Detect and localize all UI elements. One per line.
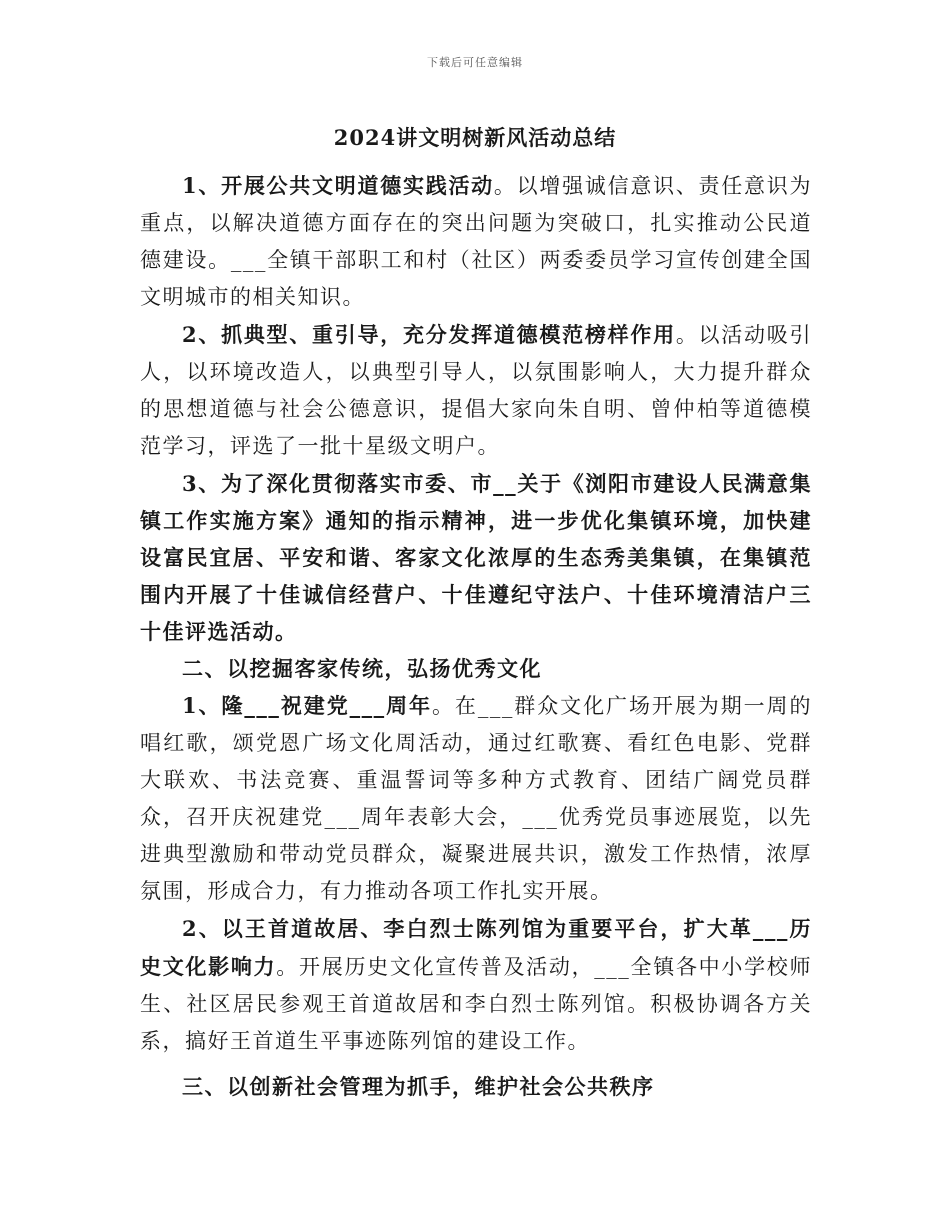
section-heading-2: 二、以挖掘客家传统，弘扬优秀文化 <box>182 656 542 681</box>
paragraph-1-body: 。以增强诚信意识、责任意识为重点，以解决道德方面存在的突出问题为突破口，扎实推动公民道德建设。___全镇干部职工和村（社区）两委委员学习宣传创建全国文明城市的相关知识。 <box>140 174 812 309</box>
paragraph-5-body: 。开展历史文化宣传普及活动，___全镇各中小学校师生、社区居民参观王首道故居和李白烈士陈列馆。积极协调各方关系，搞好王首道生平事迹陈列馆的建设工作。 <box>140 955 813 1053</box>
paragraph-2 <box>140 316 812 465</box>
paragraph-2-lead: 2、抓典型、重引导，充分发挥道德模范榜样作用 <box>182 322 676 347</box>
section-heading-3: 三、以创新社会管理为抓手，维护社会公共秩序 <box>182 1074 655 1099</box>
paragraph-5 <box>140 910 812 1060</box>
paragraph-1-lead: 1、开展公共文明道德实践活动 <box>182 173 494 198</box>
paragraph-5-lead: 2、以王首道故居、李白烈士陈列馆为重要平台，扩大革___历史文化影响力 <box>140 916 812 979</box>
paragraph-4 <box>140 687 812 910</box>
document-title: 2024讲文明树新风活动总结 <box>333 125 617 150</box>
paragraph-2-body: 。以活动吸引人，以环境改造人，以典型引导人，以氛围影响人，大力提升群众的思想道德与社会公德意识，提倡大家向朱自明、曾仲柏等道德模范学习，评选了一批十星级文明户。 <box>140 323 812 458</box>
paragraph-1 <box>140 167 812 316</box>
paragraph-3: 3、为了深化贯彻落实市委、市__关于《浏阳市建设人民满意集镇工作实施方案》通知的指示精神，进一步优化集镇环境，加快建设富民宜居、平安和谐、客家文化浓厚的生态秀美集镇，在集镇范围内开展了十佳诚信经营户、十佳遵纪守法户、十佳环境清洁户三十佳评选活动。 <box>140 471 812 644</box>
paragraph-4-body: 。在___群众文化广场开展为期一周的唱红歌，颂党恩广场文化周活动，通过红歌赛、看红色电影、党群大联欢、书法竞赛、重温誓词等多种方式教育、团结广阔党员群众，召开庆祝建党___周年表彰大会，___优秀党员事迹展览，以先进典型激励和带动党员群众，凝聚进展共识，激发工作热情，浓厚氛围，形成合力，有力推动各项工作扎实开展。 <box>140 694 812 903</box>
document-body <box>140 167 812 1105</box>
page-header-note: 下载后可任意编辑 <box>427 56 523 69</box>
paragraph-4-lead: 1、隆___祝建党___周年 <box>182 693 432 718</box>
